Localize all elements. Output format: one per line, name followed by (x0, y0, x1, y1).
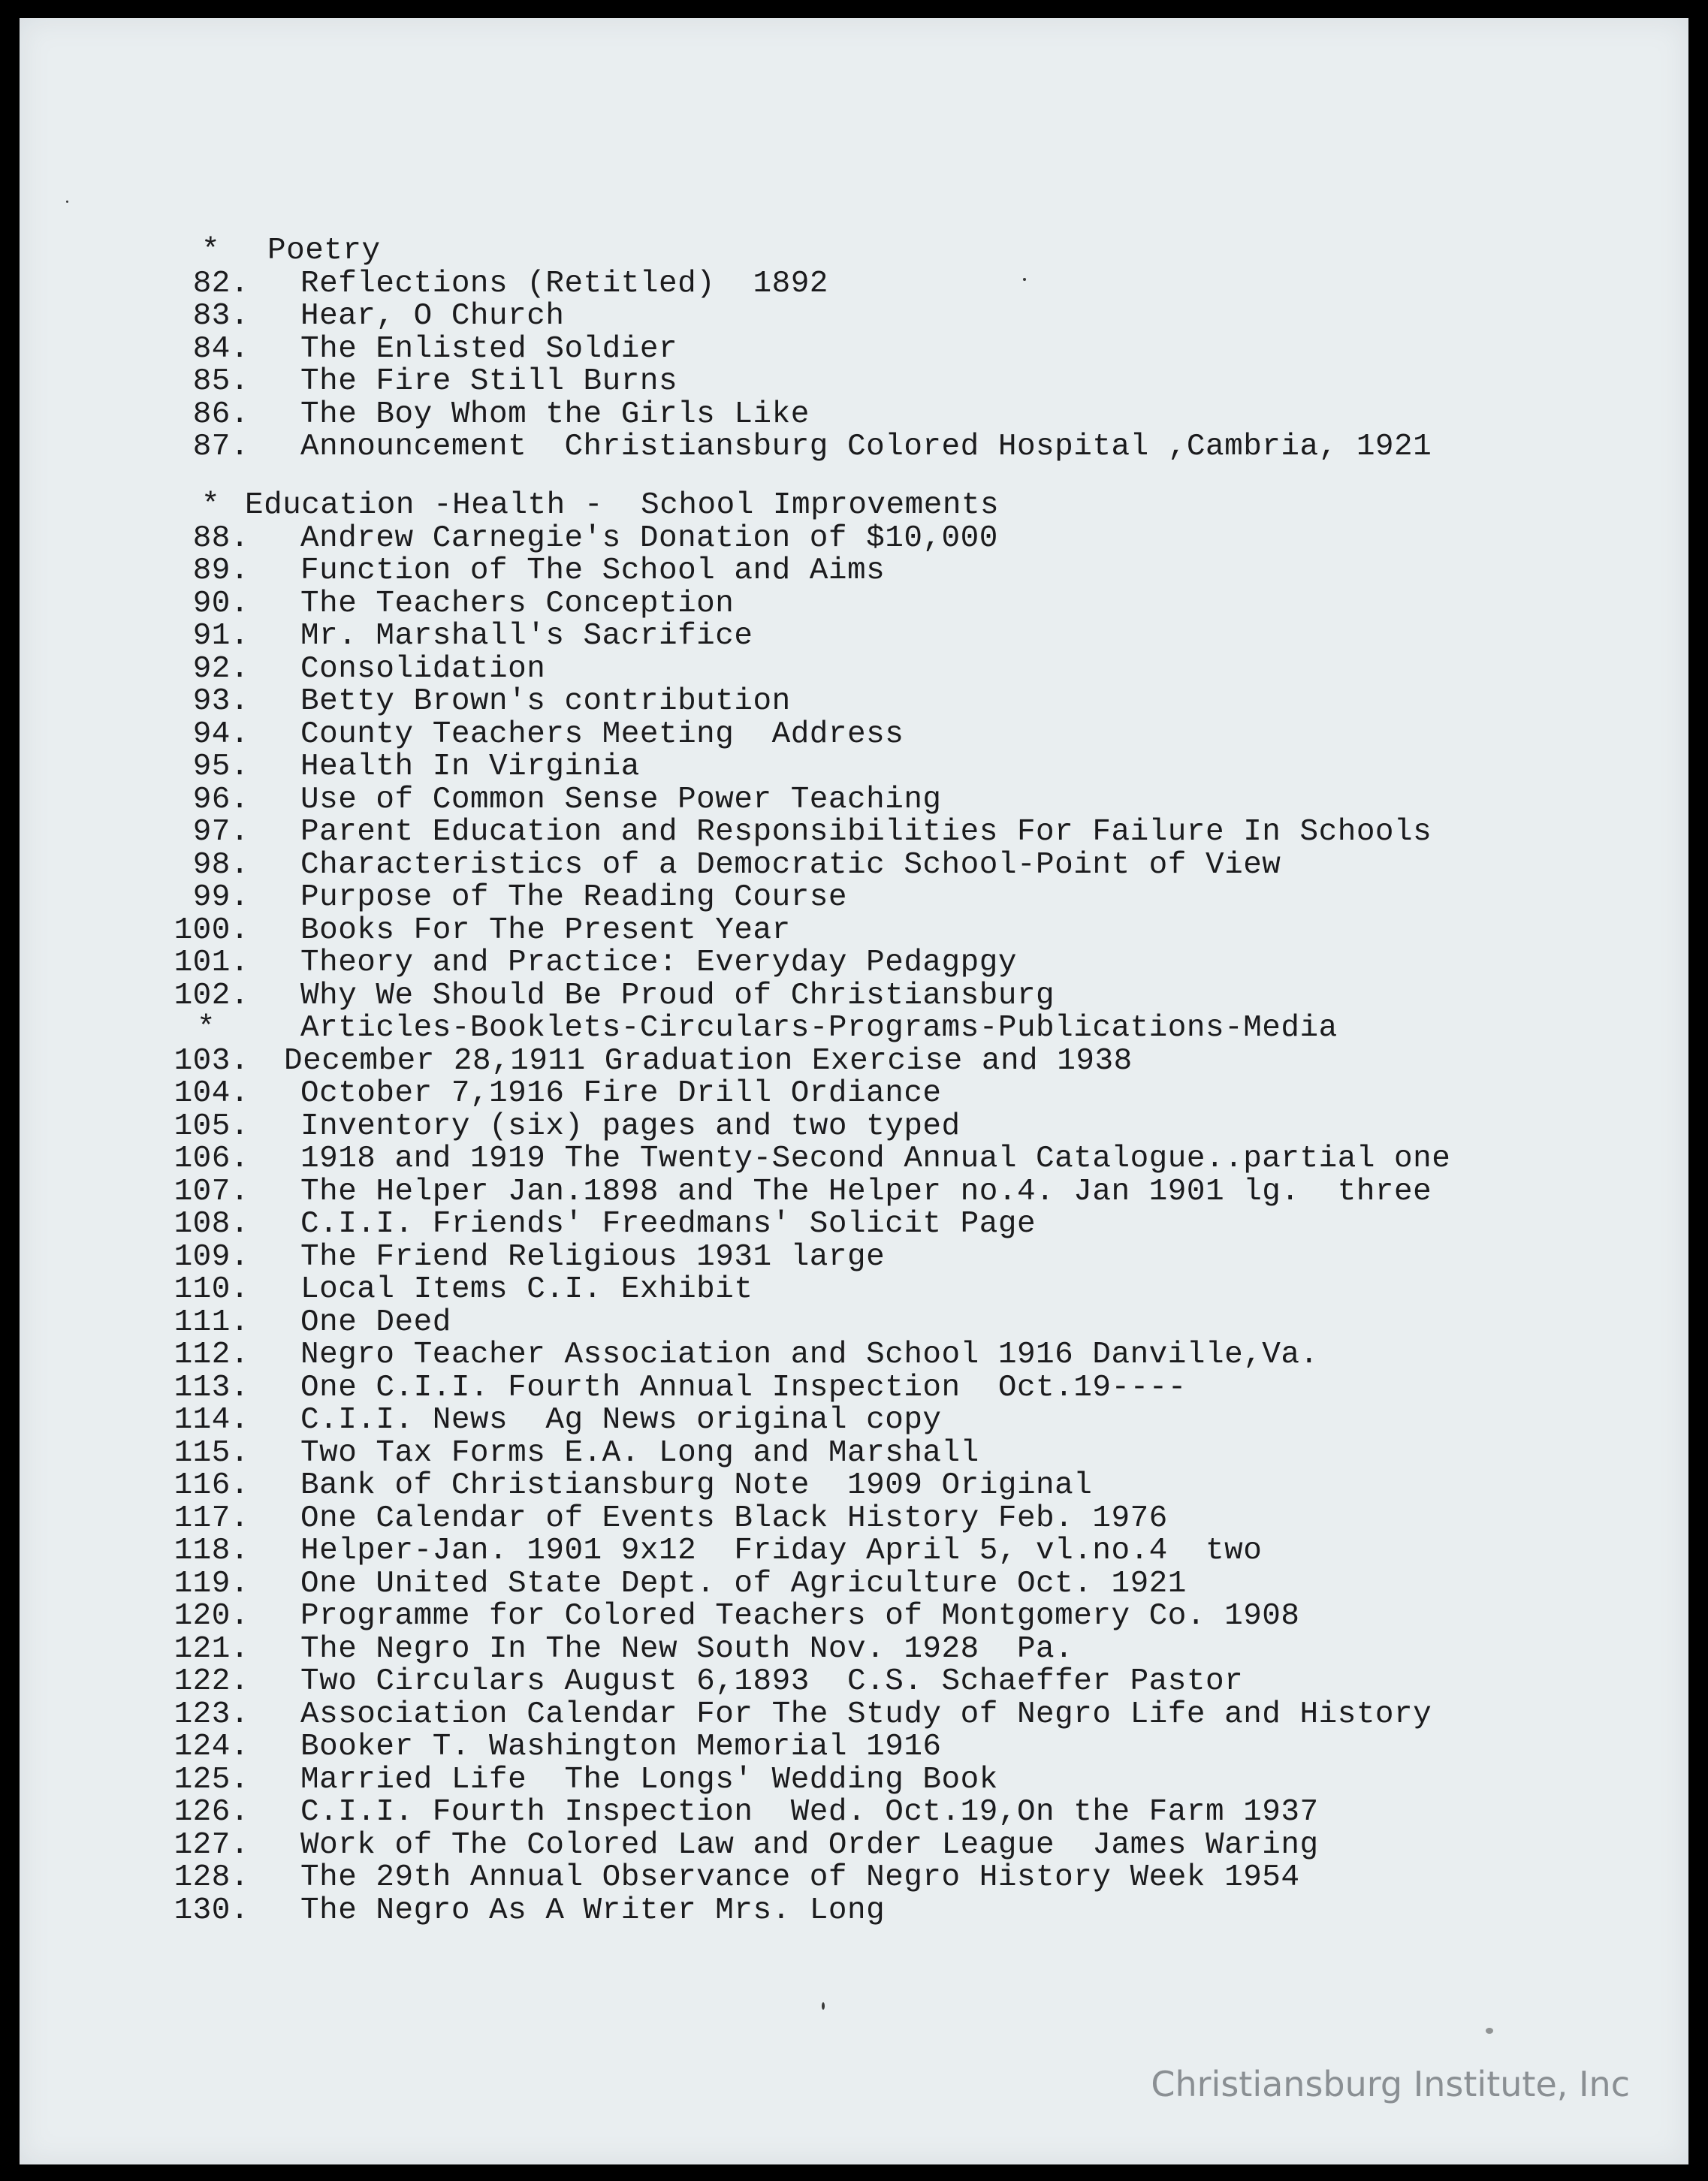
speck (1486, 2028, 1493, 2034)
item-number: 126. (174, 1795, 249, 1830)
item-number: 83. (192, 299, 249, 333)
item-number: 125. (174, 1762, 249, 1797)
item-number: 84. (192, 331, 249, 367)
item-number: 101. (174, 946, 249, 981)
item-number: 130. (174, 1893, 249, 1928)
item-number: 117. (174, 1501, 249, 1536)
item-text: The 29th Annual Observance of Negro History Week 1954 (300, 1860, 1300, 1896)
item-number: 98. (192, 847, 249, 882)
item-text: Andrew Carnegie's Donation of $10,000 (300, 520, 998, 556)
item-number: 95. (192, 750, 249, 785)
item-number: 106. (174, 1142, 249, 1177)
item-number: 110. (174, 1272, 249, 1308)
item-text: Association Calendar For The Study of Negro Life and History (300, 1697, 1432, 1732)
item-text: Purpose of The Reading Course (300, 880, 848, 916)
item-text: The Boy Whom the Girls Like (300, 397, 810, 432)
item-text: Function of The School and Aims (300, 554, 886, 589)
item-text: December 28,1911 Graduation Exercise and 1938 (284, 1043, 1133, 1078)
item-text: Health In Virginia (300, 750, 640, 785)
heading-text: Poetry (267, 234, 381, 268)
item-number: 82. (192, 266, 249, 301)
item-text: Hear, O Church (300, 299, 565, 333)
item-text: Bank of Christiansburg Note 1909 Original (300, 1468, 1093, 1504)
item-text: 1918 and 1919 The Twenty-Second Annual Catalogue..partial one (300, 1142, 1451, 1177)
item-text: Booker T. Washington Memorial 1916 (300, 1730, 942, 1765)
item-number: 121. (174, 1631, 249, 1667)
item-text: The Fire Still Burns (300, 364, 678, 399)
item-text: Local Items C.I. Exhibit (300, 1272, 753, 1308)
item-text: The Negro As A Writer Mrs. Long (300, 1893, 886, 1928)
item-number: 86. (192, 397, 249, 432)
item-text: Two Circulars August 6,1893 C.S. Schaeffer Pastor (300, 1664, 1244, 1700)
item-text: The Teachers Conception (300, 586, 735, 621)
item-number: 91. (192, 619, 249, 654)
item-text: Books For The Present Year (300, 913, 791, 948)
typed-list (20, 18, 1688, 2164)
item-number: 100. (174, 913, 249, 948)
item-number: 103. (174, 1043, 249, 1078)
item-number: 118. (174, 1534, 249, 1569)
item-number: 104. (174, 1076, 249, 1112)
item-number: 113. (174, 1370, 249, 1405)
item-number: 97. (192, 815, 249, 850)
item-number: 93. (192, 684, 249, 719)
item-text: Consolidation (300, 651, 546, 686)
item-number: 111. (174, 1305, 249, 1340)
item-text: October 7,1916 Fire Drill Ordiance (300, 1076, 942, 1112)
item-number: 122. (174, 1664, 249, 1700)
item-text: Characteristics of a Democratic School-Point of View (300, 847, 1281, 882)
heading-marker: * (201, 234, 221, 268)
item-number: 123. (174, 1697, 249, 1732)
document-page (20, 18, 1688, 2164)
item-text: Why We Should Be Proud of Christiansburg (300, 978, 1055, 1013)
item-text: Programme for Colored Teachers of Montgomery Co. 1908 (300, 1599, 1300, 1634)
item-number: 119. (174, 1566, 249, 1601)
item-text: Parent Education and Responsibilities For Failure In Schools (300, 815, 1432, 850)
speck (1023, 278, 1026, 281)
item-text: Married Life The Longs' Wedding Book (300, 1762, 998, 1797)
item-number: 115. (174, 1435, 249, 1471)
item-number: 96. (192, 782, 249, 817)
item-number: 90. (192, 586, 249, 621)
item-text: Reflections (Retitled) 1892 (300, 266, 828, 301)
heading-text: Education -Health - School Improvements (245, 488, 1000, 523)
item-number: 109. (174, 1239, 249, 1275)
item-number: 116. (174, 1468, 249, 1504)
item-text: County Teachers Meeting Address (300, 716, 904, 752)
item-text: Announcement Christiansburg Colored Hospital ,Cambria, 1921 (300, 430, 1432, 464)
item-text: Two Tax Forms E.A. Long and Marshall (300, 1435, 979, 1471)
item-text: The Friend Religious 1931 large (300, 1239, 886, 1275)
item-number: 85. (192, 364, 249, 399)
item-text: Mr. Marshall's Sacrifice (300, 619, 753, 654)
item-number: 127. (174, 1827, 249, 1863)
item-number: 105. (174, 1109, 249, 1144)
item-number: 102. (174, 978, 249, 1013)
item-text: Inventory (six) pages and two typed (300, 1109, 961, 1144)
item-text: Negro Teacher Association and School 1916 Danville,Va. (300, 1338, 1319, 1373)
item-text: C.I.I. Fourth Inspection Wed. Oct.19,On the Farm 1937 (300, 1795, 1319, 1830)
item-text: Work of The Colored Law and Order League James Waring (300, 1827, 1319, 1863)
heading-marker: * (201, 488, 221, 523)
item-text: One United State Dept. of Agriculture Oct. 1921 (300, 1566, 1187, 1601)
item-text: One Calendar of Events Black History Feb. 1976 (300, 1501, 1168, 1536)
item-number: 99. (192, 880, 249, 916)
item-text: The Enlisted Soldier (300, 331, 678, 367)
item-number: 88. (192, 520, 249, 556)
watermark: Christiansburg Institute, Inc (1151, 2064, 1630, 2104)
item-number: 108. (174, 1207, 249, 1242)
item-text: The Negro In The New South Nov. 1928 Pa. (300, 1631, 1074, 1667)
item-number: 94. (192, 716, 249, 752)
item-number: 92. (192, 651, 249, 686)
item-text: Helper-Jan. 1901 9x12 Friday April 5, vl.no.4 two (300, 1534, 1263, 1569)
item-number: 114. (174, 1403, 249, 1438)
item-text: One Deed (300, 1305, 451, 1340)
item-text: Articles-Booklets-Circulars-Programs-Publications-Media (300, 1011, 1338, 1046)
item-text: C.I.I. News Ag News original copy (300, 1403, 942, 1438)
item-text: Use of Common Sense Power Teaching (300, 782, 942, 817)
item-number: 120. (174, 1599, 249, 1634)
item-text: Theory and Practice: Everyday Pedagpgy (300, 946, 1017, 981)
item-text: C.I.I. Friends' Freedmans' Solicit Page (300, 1207, 1037, 1242)
item-number: 112. (174, 1338, 249, 1373)
speck (66, 201, 68, 203)
item-text: One C.I.I. Fourth Annual Inspection Oct.19---- (300, 1370, 1187, 1405)
item-number: 124. (174, 1730, 249, 1765)
item-number: * (197, 1011, 216, 1046)
item-number: 107. (174, 1174, 249, 1209)
speck (822, 2002, 825, 2010)
item-number: 128. (174, 1860, 249, 1896)
item-text: The Helper Jan.1898 and The Helper no.4. Jan 1901 lg. three (300, 1174, 1432, 1209)
item-text: Betty Brown's contribution (300, 684, 791, 719)
item-number: 87. (192, 430, 249, 464)
item-number: 89. (192, 554, 249, 589)
